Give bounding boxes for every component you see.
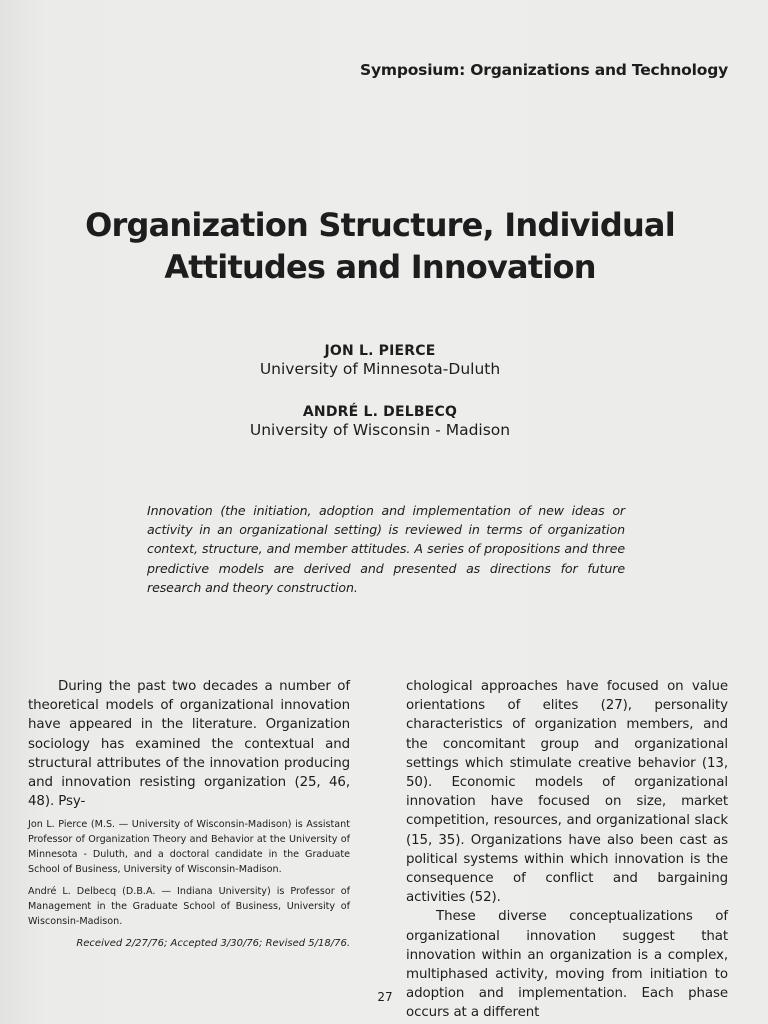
received-dates: Received 2/27/76; Accepted 3/30/76; Revised 5/18/76. xyxy=(76,938,350,949)
author-name: ANDRÉ L. DELBECQ xyxy=(302,404,458,420)
abstract: Innovation (the initiation, adoption and implementation of new ideas or activity in an organizational setting) is reviewed in terms of organization context, structure, and member attitudes. A series of propositions and three predictive models are derived and presented as directions for future research and theory construction. xyxy=(147,503,625,595)
author-block-1 xyxy=(180,343,580,378)
running-head: Symposium: Organizations and Technology xyxy=(360,61,728,79)
author-affiliation: University of Minnesota-Duluth xyxy=(259,360,501,378)
article-title xyxy=(60,204,700,288)
footnote-author-2: André L. Delbecq (D.B.A. — Indiana University) is Professor of Management in the Graduate School of Business, University of Wisconsin-Madison. xyxy=(28,886,350,927)
body-column-left xyxy=(28,677,350,811)
author-affiliation: University of Wisconsin - Madison xyxy=(249,421,511,439)
author-footnotes xyxy=(28,817,350,958)
body-paragraph: chological approaches have focused on value orientations of elites (27), personality characteristics of organization members, and the concomitant group and organizational settings which stimulate creative behavior (13, 50). Economic models of organizational innovation have focused on size, market competition, resources, and organizational slack (15, 35). Organizations have also been cast as political systems within which innovation is the consequence of conflict and bargaining activities (52). xyxy=(406,679,728,906)
author-block-2 xyxy=(180,404,580,439)
title-line-2: Attitudes and Innovation xyxy=(164,248,596,286)
author-name: JON L. PIERCE xyxy=(324,343,436,359)
footnote-author-1: Jon L. Pierce (M.S. — University of Wisconsin-Madison) is Assistant Professor of Organization Theory and Behavior at the University of Minnesota - Duluth, and a doctoral candidate in the Graduate School of Business, University of Wisconsin-Madison. xyxy=(28,819,350,875)
title-line-1: Organization Structure, Individual xyxy=(85,206,675,244)
page-number: 27 xyxy=(377,990,393,1004)
body-paragraph: During the past two decades a number of theoretical models of organizational innovation have appeared in the literature. Organization sociology has examined the contextual and structural attributes of the innovation producing and innovation resisting organization (25, 46, 48). Psy- xyxy=(28,679,350,810)
body-paragraph: These diverse conceptualizations of organizational innovation suggest that innovation within an organization is a complex, multiphased activity, moving from initiation to adoption and implementation. Each phase occurs at a different xyxy=(406,909,728,1021)
body-column-right xyxy=(406,677,728,1023)
